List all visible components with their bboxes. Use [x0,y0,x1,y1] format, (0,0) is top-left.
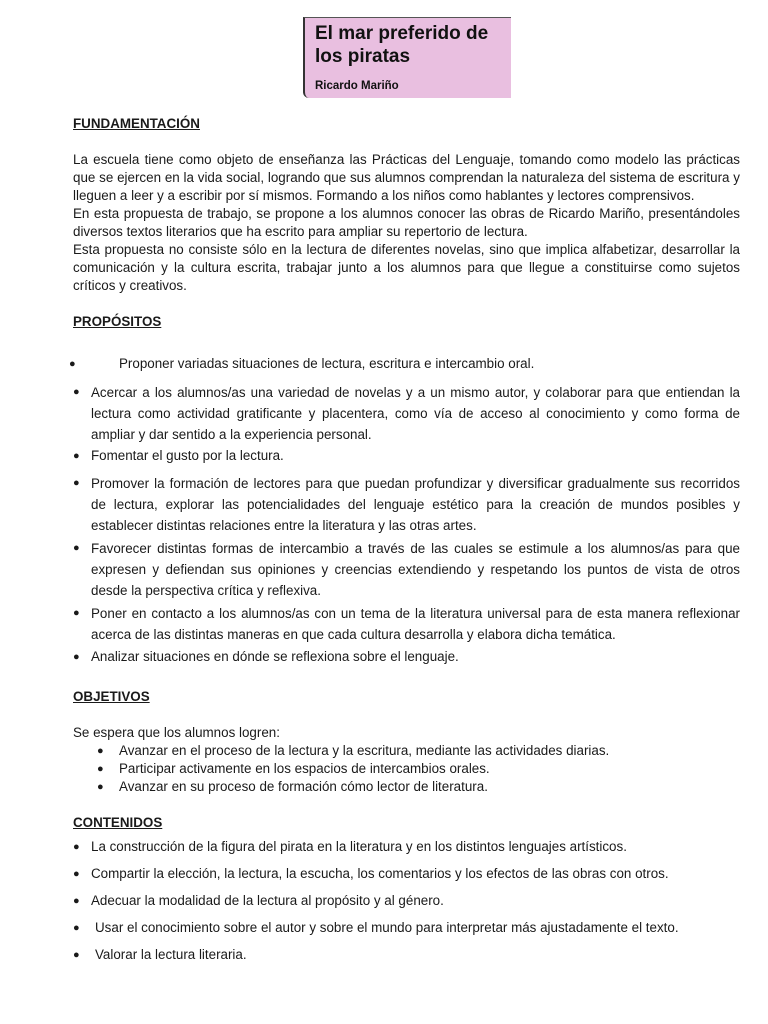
list-item [73,382,740,445]
objetivos-intro: Se espera que los alumnos logren: [73,725,280,740]
fundamentacion-paragraph-2: En esta propuesta de trabajo, se propone a los alumnos conocer las obras de Ricardo Mariño, presentándoles diversos textos literarios que ha escrito para ampliar su repertorio de lectura. [73,206,740,239]
list-item [73,473,740,536]
bullet-icon: ● [73,895,80,907]
bullet-icon: ● [97,781,104,793]
objetivos-heading: OBJETIVOS [73,689,150,704]
bullet-icon: ● [97,745,104,757]
bullet-icon: ● [73,949,80,961]
list-item [73,648,740,666]
list-item [97,742,740,760]
list-item [97,778,740,796]
list-item [73,538,740,601]
list-item [73,919,740,937]
list-item [73,603,740,645]
book-title: El mar preferido de los piratas [315,23,489,67]
objetivo-text: Avanzar en el proceso de la lectura y la escritura, mediante las actividades diarias. [119,743,610,758]
contenido-text: Usar el conocimiento sobre el autor y sobre el mundo para interpretar más ajustadamente el texto. [95,920,679,935]
fundamentacion-paragraph-1: La escuela tiene como objeto de enseñanza las Prácticas del Lenguaje, tomando como modelo las prácticas que se ejercen en la vida social, logrando que sus alumnos comprendan la naturaleza del sistema de escritura y lleguen a leer y a escribir por sí mismos. Formando a los niños como hablantes y lectores comprensivos. [73,152,740,203]
proposito-text: Proponer variadas situaciones de lectura, escritura e intercambio oral. [119,356,535,371]
bullet-icon: ● [73,868,80,880]
proposito-text: Promover la formación de lectores para que puedan profundizar y diversificar gradualmente sus recorridos de lectura, explorar las potencialidades del lenguaje estético para la creación de mundos posibles y establecer distintas relaciones entre la literatura y las otras artes. [91,476,740,533]
book-author: Ricardo Mariño [315,80,399,92]
contenido-text: Valorar la lectura literaria. [95,947,247,962]
proposito-text: Poner en contacto a los alumnos/as con un tema de la literatura universal para de esta manera reflexionar acerca de las distintas maneras en que cada cultura desarrolla y elabora dicha temática. [91,606,740,642]
objetivo-text: Participar activamente en los espacios de intercambios orales. [119,761,490,776]
bullet-icon: ● [73,386,80,398]
contenido-text: La construcción de la figura del pirata en la literatura y en los distintos lenguajes artísticos. [91,839,627,854]
contenidos-heading: CONTENIDOS [73,815,163,830]
list-item [73,892,740,910]
objetivo-text: Avanzar en su proceso de formación cómo lector de literatura. [119,779,488,794]
contenidos-list [73,838,740,964]
bullet-icon: ● [69,358,76,370]
proposito-text: Analizar situaciones en dónde se reflexiona sobre el lenguaje. [91,649,459,664]
list-item [73,838,740,856]
propositos-list [69,355,740,666]
fundamentacion-paragraph-3: Esta propuesta no consiste sólo en la lectura de diferentes novelas, sino que implica alfabetizar, desarrollar la comunicación y la cultura escrita, trabajar junto a los alumnos para que llegue a constituirse como sujetos críticos y creativos. [73,242,740,293]
bullet-icon: ● [73,450,80,462]
proposito-text: Favorecer distintas formas de intercambio a través de las cuales se estimule a los alumnos/as para que expresen y defiendan sus opiniones y creencias extendiendo y respetando los puntos de vista de otros desde la perspectiva crítica y reflexiva. [91,541,740,598]
list-item [69,355,740,373]
book-cover-header [303,17,511,98]
bullet-icon: ● [73,841,80,853]
bullet-icon: ● [73,542,80,554]
contenido-text: Adecuar la modalidad de la lectura al propósito y al género. [91,893,444,908]
propositos-heading: PROPÓSITOS [73,314,162,329]
proposito-text: Acercar a los alumnos/as una variedad de novelas y a un mismo autor, y colaborar para que entiendan la lectura como actividad gratificante y placentera, como vía de acceso al conocimiento y como forma de ampliar y dar sentido a la experiencia personal. [91,385,740,442]
list-item [73,946,740,964]
list-item [97,760,740,778]
contenido-text: Compartir la elección, la lectura, la escucha, los comentarios y los efectos de las obras con otros. [91,866,669,881]
objetivos-list [97,742,740,796]
bullet-icon: ● [97,763,104,775]
list-item [73,447,740,465]
bullet-icon: ● [73,607,80,619]
bullet-icon: ● [73,651,80,663]
proposito-text: Fomentar el gusto por la lectura. [91,448,284,463]
list-item [73,865,740,883]
bullet-icon: ● [73,922,80,934]
bullet-icon: ● [73,477,80,489]
document-body [69,115,740,964]
fundamentacion-heading: FUNDAMENTACIÓN [73,116,200,131]
